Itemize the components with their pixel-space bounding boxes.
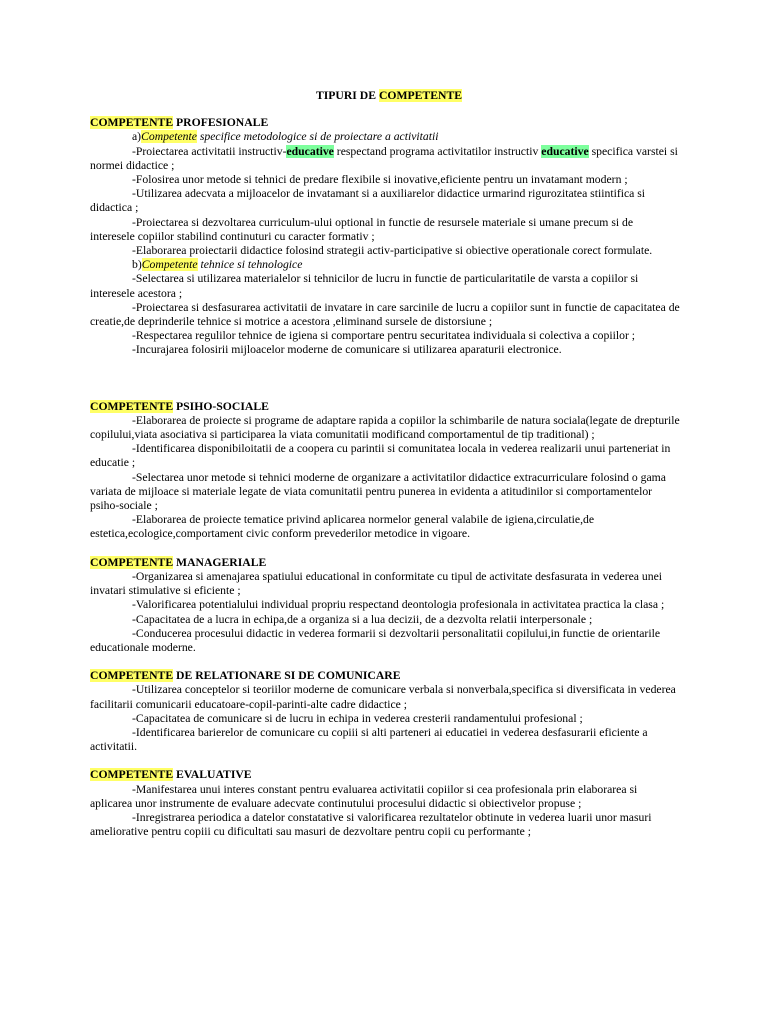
list-item: -Elaborarea proiectarii didactice folosind strategii activ-participative si obiective operationale corect formulate. [132, 244, 653, 258]
subheading-text: tehnice si tehnologice [197, 258, 303, 272]
heading-highlight: COMPETENTE [90, 669, 174, 683]
section-heading [90, 400, 680, 414]
section-evaluative [90, 768, 680, 839]
heading-highlight: COMPETENTE [90, 116, 174, 130]
list-item [90, 145, 680, 173]
section-heading [90, 768, 680, 782]
list-item: -Capacitatea de comunicare si de lucru in echipa in vederea cresterii randamentului profesional ; [132, 711, 583, 725]
heading-text: PSIHO-SOCIALE [173, 399, 269, 413]
heading-highlight: COMPETENTE [90, 399, 174, 413]
section-psiho-sociale [90, 400, 680, 542]
subheading-highlight: Competente [141, 258, 198, 272]
list-item: -Utilizarea adecvata a mijloacelor de invatamant si a auxiliarelor didactice urmarind rigurozitatea stiintifica si didactica ; [90, 187, 646, 215]
list-item: -Valorificarea potentialului individual propriu respectand deontologia profesionala in activitatea practica la clasa ; [132, 598, 665, 612]
subheading-prefix: b) [132, 258, 142, 272]
keyword-highlight: educative [286, 144, 334, 158]
heading-text: PROFESIONALE [173, 116, 269, 130]
list-item: -Conducerea procesului didactic in vederea formarii si dezvoltarii personalitatii copilului,in functie de orientarile educationale moderne. [90, 626, 661, 654]
heading-text: EVALUATIVE [173, 768, 252, 782]
title-prefix: TIPURI DE [315, 89, 379, 102]
list-item: -Inregistrarea periodica a datelor constatative si valorificarea rezultatelor obtinute in vederea luarii unor masuri ameliorative pentru copiii cu dificultati sau masuri de dezvoltare pentru copii cu performante ; [90, 810, 652, 839]
list-item: -Identificarea barierelor de comunicare cu copiii si alti parteneri ai educatiei in vederea desfasurarii eficiente a activitatii. [90, 725, 648, 754]
list-item: -Manifestarea unui interes constant pentru evaluarea activitatii copiilor si cea profesionala prin elaborarea si aplicarea unor instrumente de evaluare adecvate continutului procesului didactic si obiectivelor propuse ; [90, 782, 638, 810]
subheading-a [90, 130, 680, 144]
section-heading [90, 556, 680, 570]
subheading-prefix: a) [132, 130, 142, 144]
heading-highlight: COMPETENTE [90, 768, 174, 782]
spacer [90, 542, 680, 556]
subheading-text: specifice metodologice si de proiectare a activitatii [196, 130, 439, 144]
title-highlight: COMPETENTE [378, 89, 463, 102]
section-profesionale [90, 116, 680, 357]
item-text: specifica varstei si normei didactice ; [90, 144, 678, 172]
list-item: -Incurajarea folosirii mijloacelor moderne de comunicare si utilizarea aparaturii electronice. [132, 343, 562, 357]
list-item: -Proiectarea si desfasurarea activitatii de invatare in care sarcinile de lucru a copiilor sunt in functie de capacitatea de creatie,de deprinderile tehnice si motrice a acestora ,eliminand sursele de distorsiune ; [90, 300, 680, 329]
list-item: -Selectarea unor metode si tehnici moderne de organizare a activitatilor didactice extracurriculare folosind o gama variata de mijloace si materiale legate de viata comunitatii pentru punerea in evidenta a atitudinilor si comportamentelor psiho-sociale ; [90, 470, 666, 513]
section-relationare-comunicare [90, 669, 680, 754]
list-item: -Folosirea unor metode si tehnici de predare flexibile si inovative,eficiente pentru un invatamant modern ; [132, 173, 628, 187]
heading-highlight: COMPETENTE [90, 555, 174, 569]
list-item: -Identificarea disponibiloitatii de a coopera cu parintii si comunitatea locala in vederea realizarii unui parteneriat in educatie ; [90, 442, 671, 470]
list-item: -Capacitatea de a lucra in echipa,de a organiza si a lua decizii, de a dezvolta relatii interpersonale ; [132, 612, 593, 626]
item-text: respectand programa activitatilor instructiv [333, 144, 542, 158]
list-item: -Selectarea si utilizarea materialelor si tehnicilor de lucru in functie de particularitatile de varsta a copiilor si interesele acestora ; [90, 272, 639, 300]
document-title [90, 89, 680, 103]
spacer [90, 754, 680, 768]
subheading-highlight: Competente [141, 130, 197, 144]
subheading-b [90, 258, 680, 272]
spacer [90, 655, 680, 669]
document-body [90, 89, 680, 839]
section-heading [90, 669, 680, 683]
list-item: -Elaborarea de proiecte si programe de adaptare rapida a copiilor la schimbarile de natura sociala(legate de drepturile copilului,viata asociativa si participarea la viata comunitatii modificand comportamentul de tip traditional) ; [90, 413, 680, 442]
heading-text: MANAGERIALE [173, 555, 267, 569]
section-heading [90, 116, 680, 130]
keyword-highlight: educative [541, 144, 589, 158]
list-item: -Elaborarea de proiecte tematice privind aplicarea normelor general valabile de igiena,circulatie,de estetica,ecologice,comportament civic conform prevederilor metodice in vigoare. [90, 513, 595, 541]
spacer [90, 358, 680, 400]
section-manageriale [90, 556, 680, 655]
list-item: -Proiectarea si dezvoltarea curriculum-ului optional in functie de resursele materiale si umane precum si de interesele copiilor stabilind continuturi cu caracter formativ ; [90, 215, 634, 243]
list-item: -Utilizarea conceptelor si teoriilor moderne de comunicare verbala si nonverbala,specifica si diversificata in vederea facilitarii comunicarii educatoare-copil-parinti-alte cadre didactice ; [90, 683, 676, 711]
list-item: -Respectarea regulilor tehnice de igiena si comportare pentru securitatea individuala si colectiva a copiilor ; [132, 329, 636, 343]
heading-text: DE RELATIONARE SI DE COMUNICARE [173, 669, 401, 683]
list-item: -Organizarea si amenajarea spatiului educational in conformitate cu tipul de activitate desfasurata in vederea unei invatari stimulative si eficiente ; [90, 569, 663, 598]
item-text: -Proiectarea activitatii instructiv- [132, 144, 287, 158]
